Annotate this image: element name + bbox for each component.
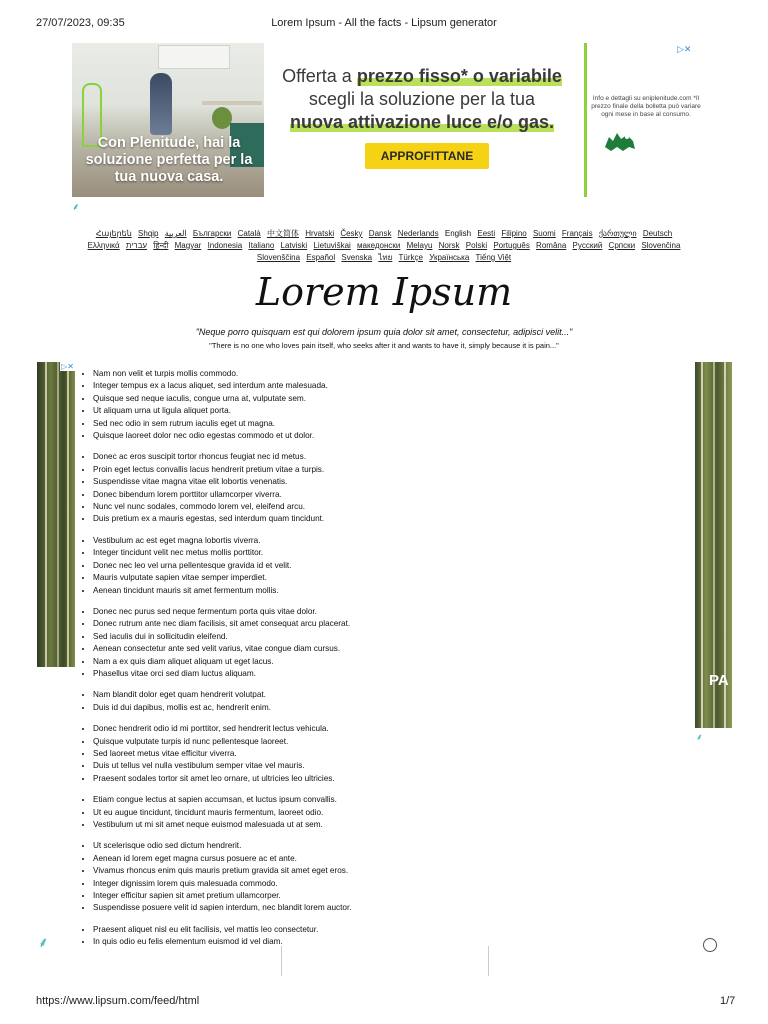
- adchoices-icon[interactable]: ▷✕: [61, 362, 74, 371]
- language-link[interactable]: Български: [192, 229, 232, 238]
- language-link[interactable]: العربية: [164, 229, 187, 238]
- ad-feedback-icon[interactable]: ⸙: [72, 202, 80, 213]
- language-link[interactable]: Melayu: [406, 241, 433, 250]
- language-link[interactable]: Shqip: [138, 229, 159, 238]
- list-item: • Nam a ex quis diam aliquet aliquam ut eget lacus.: [93, 656, 680, 668]
- language-link[interactable]: Հայերեն: [95, 229, 132, 238]
- list-item: • Quisque vulputate turpis id nunc pellentesque laoreet.: [93, 736, 680, 748]
- bullet-list: [80, 924, 680, 949]
- list-item: • Ut aliquam urna ut ligula aliquet porta.: [93, 405, 680, 417]
- list-item: • Integer dignissim lorem quis malesuada commodo.: [93, 878, 680, 890]
- language-link[interactable]: Dansk: [368, 229, 392, 238]
- bullet-list: [80, 840, 680, 914]
- language-link[interactable]: Latviski: [280, 241, 308, 250]
- language-link[interactable]: Româna: [536, 241, 567, 250]
- ad-photo: [72, 43, 264, 197]
- bullet-list: [80, 368, 680, 442]
- bullet-list: [80, 606, 680, 680]
- list-item: • Aenean id lorem eget magna cursus posuere ac et ante.: [93, 853, 680, 865]
- language-link: English: [444, 229, 472, 238]
- right-side-ad-text: PA: [709, 672, 729, 689]
- language-link[interactable]: Norsk: [438, 241, 460, 250]
- language-link[interactable]: ไทย: [378, 253, 393, 262]
- language-link[interactable]: Indonesia: [207, 241, 243, 250]
- language-link[interactable]: Català: [237, 229, 261, 238]
- ad-cta-button[interactable]: APPROFITTANE: [365, 143, 489, 169]
- list-item: • Suspendisse posuere velit id sapien interdum, nec blandit lorem auctor.: [93, 902, 680, 914]
- language-link[interactable]: Filipino: [501, 229, 527, 238]
- language-link[interactable]: Polski: [465, 241, 488, 250]
- language-link[interactable]: Ελληνικά: [87, 241, 120, 250]
- list-item: • Quisque sed neque iaculis, congue urna at, vulputate sem.: [93, 393, 680, 405]
- language-link[interactable]: Magyar: [174, 241, 202, 250]
- list-item: • Donec hendrerit odio id mi porttitor, sed hendrerit lectus vehicula.: [93, 723, 680, 735]
- page-title: Lorem Ipsum: [255, 270, 513, 314]
- language-link[interactable]: Suomi: [532, 229, 556, 238]
- list-item: • Integer tincidunt velit nec metus mollis porttitor.: [93, 547, 680, 559]
- language-link[interactable]: Српски: [608, 241, 636, 250]
- list-item: • Quisque laoreet dolor nec odio egestas commodo et ut dolor.: [93, 430, 680, 442]
- language-link[interactable]: Français: [561, 229, 593, 238]
- list-item: • Ut scelerisque odio sed dictum hendrerit.: [93, 840, 680, 852]
- list-item: • Donec nec leo vel urna pellentesque gravida id et velit.: [93, 560, 680, 572]
- list-item: • Donec bibendum lorem porttitor ullamcorper viverra.: [93, 489, 680, 501]
- language-link[interactable]: Česky: [340, 229, 363, 238]
- list-item: • Phasellus vitae orci sed diam luctus aliquam.: [93, 668, 680, 680]
- ad-feedback-icon[interactable]: ⸙: [696, 732, 703, 742]
- language-link[interactable]: 中文简体: [266, 229, 299, 238]
- lorem-list-content: [80, 368, 680, 947]
- language-link[interactable]: हिन्दी: [153, 241, 169, 250]
- bullet-list: [80, 451, 680, 525]
- list-item: • Sed nec odio in sem rutrum iaculis eget ut magna.: [93, 418, 680, 430]
- list-item: • Integer tempus ex a lacus aliquet, sed interdum ante malesuada.: [93, 380, 680, 392]
- bullet-list: [80, 794, 680, 831]
- language-link[interactable]: Slovenščina: [256, 253, 301, 262]
- language-link[interactable]: Українська: [429, 253, 470, 262]
- language-link[interactable]: Nederlands: [397, 229, 439, 238]
- list-item: • Nam blandit dolor eget quam hendrerit volutpat.: [93, 689, 680, 701]
- divider: [488, 946, 489, 976]
- bullet-list: [80, 723, 680, 785]
- list-item: • Sed laoreet metus vitae efficitur viverra.: [93, 748, 680, 760]
- language-link[interactable]: Deutsch: [642, 229, 673, 238]
- bullet-list: [80, 535, 680, 597]
- list-item: • Aenean consectetur ante sed velit varius, vitae congue diam cursus.: [93, 643, 680, 655]
- language-link[interactable]: Tiếng Việt: [475, 253, 512, 262]
- list-item: • Nunc vel nunc sodales, commodo lorem vel, eleifend arcu.: [93, 501, 680, 513]
- list-item: • Etiam congue lectus at sapien accumsan, et luctus ipsum convallis.: [93, 794, 680, 806]
- list-item: • In quis odio eu felis elementum euismod id vel diam.: [93, 936, 680, 948]
- list-item: • Ut eu augue tincidunt, tincidunt mauris fermentum, laoreet odio.: [93, 807, 680, 819]
- language-link[interactable]: Lietuviškai: [313, 241, 351, 250]
- circle-button-icon[interactable]: [703, 938, 717, 952]
- list-item: • Proin eget lectus convallis lacus hendrerit pretium vitae a turpis.: [93, 464, 680, 476]
- list-item: • Vestibulum ut mi sit amet neque euismod malesuada ut at sem.: [93, 819, 680, 831]
- list-item: • Praesent sodales tortor sit amet leo ornare, ut ultricies leo ultricies.: [93, 773, 680, 785]
- divider: [281, 946, 282, 976]
- language-link[interactable]: Português: [493, 241, 530, 250]
- top-ad-banner[interactable]: [72, 43, 700, 197]
- list-item: • Praesent aliquet nisl eu elit facilisis, vel mattis leo consectetur.: [93, 924, 680, 936]
- list-item: • Vivamus rhoncus enim quis mauris pretium gravida sit amet eget eros.: [93, 865, 680, 877]
- language-link[interactable]: Eesti: [477, 229, 496, 238]
- bullet-list: [80, 689, 680, 714]
- list-item: • Donec rutrum ante nec diam facilisis, sit amet consequat arcu placerat.: [93, 618, 680, 630]
- print-datetime: 27/07/2023, 09:35: [36, 17, 125, 29]
- list-item: • Donec nec purus sed neque fermentum porta quis vitae dolor.: [93, 606, 680, 618]
- eni-dog-logo-icon: [603, 127, 637, 153]
- list-item: • Duis id dui dapibus, mollis est ac, hendrerit enim.: [93, 702, 680, 714]
- ad-divider: [584, 43, 587, 197]
- language-link[interactable]: Pyccкий: [572, 241, 603, 250]
- list-item: • Suspendisse vitae magna vitae elit lobortis venenatis.: [93, 476, 680, 488]
- latin-quote: "Neque porro quisquam est qui dolorem ipsum quia dolor sit amet, consectetur, adipisci velit...": [195, 327, 573, 337]
- print-page-title: Lorem Ipsum - All the facts - Lipsum generator: [271, 17, 497, 29]
- right-side-ad[interactable]: [695, 362, 732, 728]
- ad-left-text: Con Plenitude, hai la soluzione perfetta per la tua nuova casa.: [85, 135, 253, 185]
- language-links: [80, 228, 688, 264]
- print-url: https://www.lipsum.com/feed/html: [36, 995, 200, 1007]
- ad-headline: Offerta a prezzo fisso* o variabile scegli la soluzione per la tua nuova attivazione luce e/o gas.: [282, 66, 562, 132]
- list-item: • Duis pretium ex a mauris egestas, sed interdum quam tincidunt.: [93, 513, 680, 525]
- language-link[interactable]: Svenska: [341, 253, 373, 262]
- language-link[interactable]: Slovenčina: [641, 241, 681, 250]
- language-link[interactable]: עברית: [125, 241, 148, 250]
- list-item: • Aenean tincidunt mauris sit amet fermentum mollis.: [93, 585, 680, 597]
- language-link[interactable]: Hrvatski: [305, 229, 335, 238]
- language-link[interactable]: Türkçe: [398, 253, 423, 262]
- adchoices-icon[interactable]: ▷✕: [677, 44, 692, 54]
- list-item: • Nam non velit et turpis mollis commodo.: [93, 368, 680, 380]
- language-link[interactable]: Italiano: [248, 241, 275, 250]
- left-side-ad[interactable]: [37, 362, 75, 667]
- print-page-number: 1/7: [720, 995, 736, 1007]
- list-item: • Mauris vulputate sapien vitae semper imperdiet.: [93, 572, 680, 584]
- english-quote: "There is no one who loves pain itself, who seeks after it and wants to have it, simply because it is pain...": [209, 341, 559, 350]
- language-link[interactable]: ქართული: [598, 229, 637, 238]
- list-item: • Duis ut tellus vel nulla vestibulum semper vitae vel mauris.: [93, 760, 680, 772]
- list-item: • Vestibulum ac est eget magna lobortis viverra.: [93, 535, 680, 547]
- language-link[interactable]: Español: [306, 253, 336, 262]
- language-link[interactable]: македонски: [357, 241, 401, 250]
- list-item: • Sed iaculis dui in sollicitudin eleifend.: [93, 631, 680, 643]
- feedback-icon[interactable]: ⸙: [38, 934, 49, 950]
- ad-fine-print: Info e dettagli su eniplenitude.com *Il prezzo finale della bolletta può variare ogni mese in base al consumo.: [591, 95, 701, 118]
- list-item: • Integer efficitur sapien sit amet pretium ullamcorper.: [93, 890, 680, 902]
- list-item: • Donec ac eros suscipit tortor rhoncus feugiat nec id metus.: [93, 451, 680, 463]
